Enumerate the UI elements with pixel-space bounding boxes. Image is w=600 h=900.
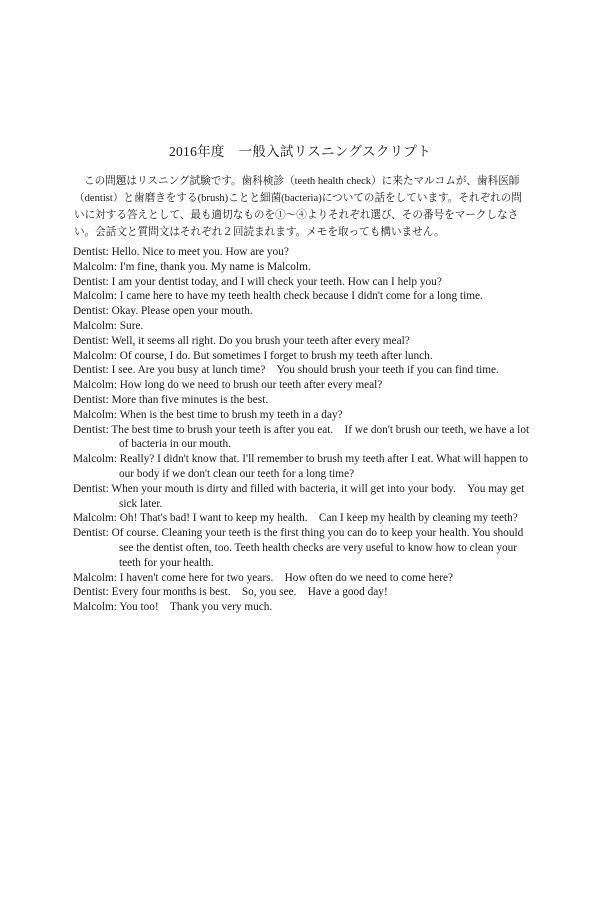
utterance: I see. Are you busy at lunch time? You should brush your teeth if you can find time. [111,364,499,377]
dialogue-line [73,363,533,378]
utterance: I came here to have my teeth health check because I didn't come for a long time. [119,290,483,303]
dialogue-line [73,319,533,334]
speaker-label: Dentist: [73,275,109,288]
utterance: I am your dentist today, and I will check your teeth. How can I help you? [111,275,442,288]
speaker-label: Malcolm: [73,512,117,525]
speaker-label: Dentist: [73,482,109,495]
instructions-paragraph: この問題はリスニング試験です。歯科検診（teeth health check）に来たマルコムが、歯科医師（dentist）と歯磨きをする(brush)ことと細菌(bacteria)についての話をしています。それぞれの問いに対する答えとして、最も適切なものを①～④よりそれぞれ選び、その番号をマークしなさい。会話文と質問文はそれぞれ２回読まれます。メモを取っても構いません。 [74,176,522,238]
speaker-label: Dentist: [73,246,109,258]
utterance: Of course. Cleaning your teeth is the first thing you can do to keep your health. You should see the dentist often, too. Teeth health checks are very useful to know how to clean your teeth for your health. [111,527,524,569]
page-title: 2016年度 一般入試リスニングスクリプト [168,144,432,159]
speaker-label: Malcolm: [73,260,117,273]
utterance: Well, it seems all right. Do you brush your teeth after every meal? [111,334,410,347]
dialogue-script [73,245,533,615]
utterance: Sure. [119,319,144,332]
speaker-label: Malcolm: [73,319,117,332]
dialogue-line [73,408,533,423]
dialogue-line [73,482,533,512]
dialogue-line [73,289,533,304]
utterance: Hello. Nice to meet you. How are you? [111,246,289,258]
dialogue-line [73,393,533,408]
dialogue-line [73,423,533,453]
speaker-label: Malcolm: [73,453,117,466]
utterance: Every four months is best. So, you see. Have a good day! [111,586,388,599]
utterance: More than five minutes is the best. [111,393,269,406]
speaker-label: Dentist: [73,393,109,406]
dialogue-line [73,571,533,586]
utterance: I'm fine, thank you. My name is Malcolm. [119,260,311,273]
dialogue-line [73,378,533,393]
dialogue-line [73,349,533,364]
utterance: When is the best time to brush my teeth in a day? [119,408,343,421]
speaker-label: Dentist: [73,586,109,599]
utterance: I haven't come here for two years. How often do we need to come here? [119,571,454,584]
dialogue-line [73,304,533,319]
speaker-label: Dentist: [73,527,109,540]
utterance: Really? I didn't know that. I'll remember to brush my teeth after I eat. What will happen to our body if we don't clean our teeth for a long time? [119,453,528,480]
speaker-label: Dentist: [73,334,109,347]
utterance: When your mouth is dirty and filled with bacteria, it will get into your body. You may get sick later. [111,482,525,510]
dialogue-line [73,452,533,482]
utterance: Okay. Please open your mouth. [111,305,253,318]
utterance: You too! Thank you very much. [119,601,273,614]
speaker-label: Dentist: [73,423,109,436]
speaker-label: Dentist: [73,305,109,318]
dialogue-line [73,260,533,275]
dialogue-line [73,275,533,290]
dialogue-line [73,334,533,349]
speaker-label: Malcolm: [73,408,117,421]
dialogue-line [73,600,533,615]
utterance: How long do we need to brush our teeth after every meal? [119,379,383,392]
utterance: The best time to brush your teeth is after you eat. If we don't brush our teeth, we have a lot of bacteria in our mouth. [111,423,530,451]
dialogue-line [73,511,533,526]
speaker-label: Malcolm: [73,571,117,584]
utterance: Of course, I do. But sometimes I forget to brush my teeth after lunch. [119,349,433,362]
dialogue-line [73,526,533,570]
utterance: Oh! That's bad! I want to keep my health. Can I keep my health by cleaning my teeth? [119,512,518,525]
speaker-label: Malcolm: [73,349,117,362]
dialogue-line [73,585,533,600]
dialogue-line [73,245,533,260]
speaker-label: Dentist: [73,364,109,377]
speaker-label: Malcolm: [73,379,117,392]
speaker-label: Malcolm: [73,601,117,614]
speaker-label: Malcolm: [73,290,117,303]
